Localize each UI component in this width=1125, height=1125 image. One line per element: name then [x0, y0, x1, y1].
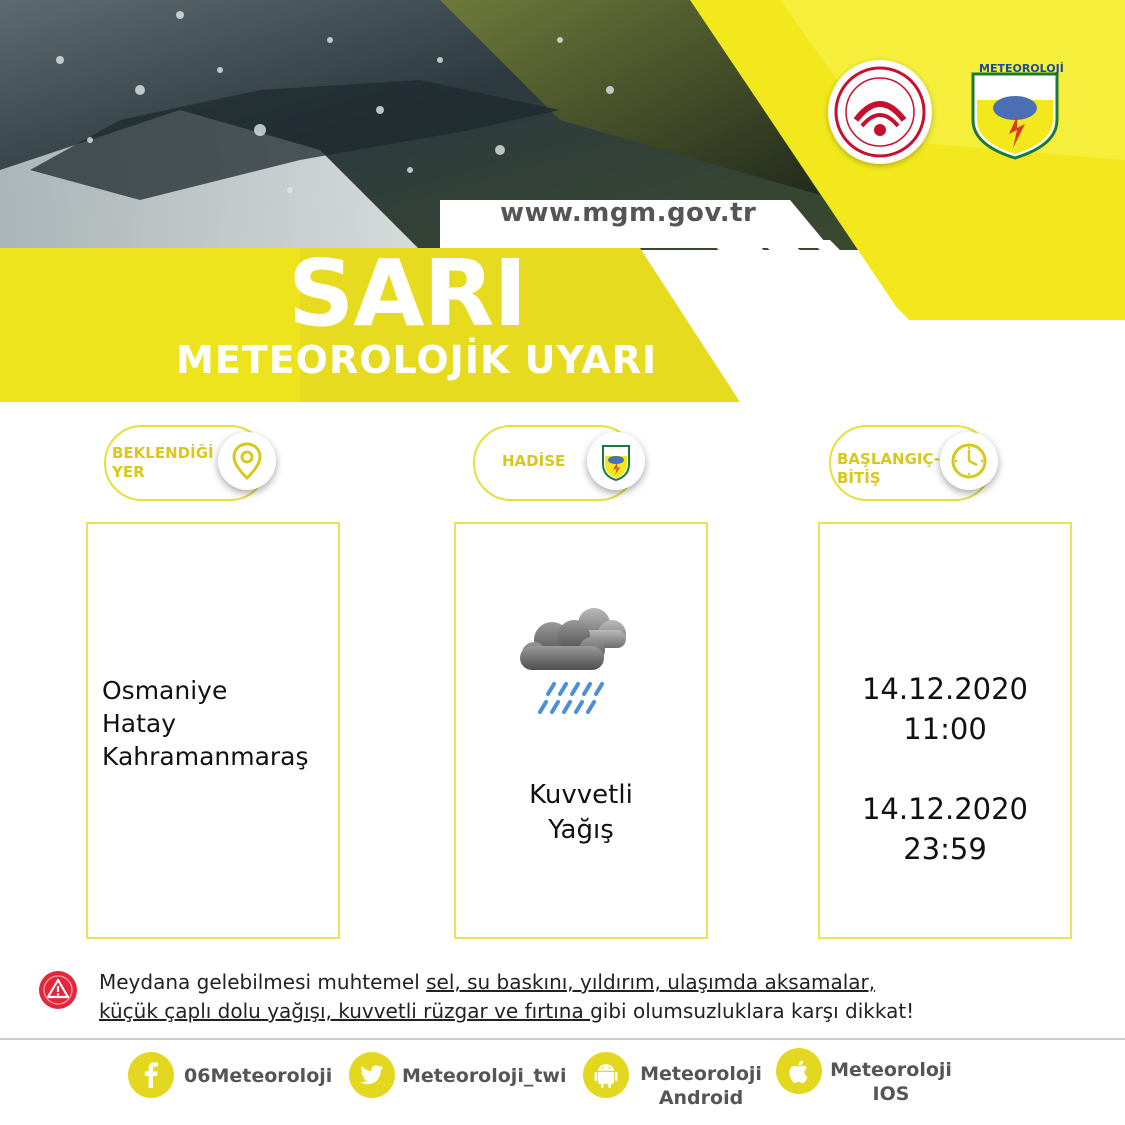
header-banner	[0, 0, 1125, 402]
end-date: 14.12.2020	[861, 792, 1029, 826]
footer-divider	[0, 1038, 1125, 1040]
event-box	[454, 522, 708, 939]
meteoroloji-badge-icon	[587, 432, 645, 490]
event-name: Kuvvetli Yağış	[529, 780, 633, 845]
ios-app-link[interactable]: Meteoroloji IOS	[830, 1059, 952, 1105]
android-icon[interactable]	[583, 1052, 629, 1098]
facebook-link[interactable]: 06Meteoroloji	[184, 1065, 333, 1087]
logo-text: METEOROLOJİ	[979, 62, 1064, 75]
location-item: Kahramanmaraş	[102, 742, 309, 771]
alert-triangle-icon	[38, 970, 78, 1010]
location-pin-icon	[218, 432, 276, 490]
twitter-icon[interactable]	[349, 1052, 395, 1098]
alert-subtitle: METEOROLOJİK UYARI	[176, 338, 658, 382]
location-item: Osmaniye	[102, 676, 228, 705]
start-time: 11:00	[903, 712, 987, 746]
start-datetime	[818, 669, 1072, 749]
end-time: 23:59	[903, 832, 987, 866]
ministry-seal-logo	[828, 60, 932, 164]
android-app-link[interactable]: Meteoroloji Android	[640, 1063, 762, 1109]
twitter-link[interactable]: Meteoroloji_twi	[402, 1065, 567, 1087]
clock-icon	[940, 432, 998, 490]
end-datetime	[818, 789, 1072, 869]
rain-cloud-icon	[516, 600, 636, 722]
apple-icon[interactable]	[776, 1048, 822, 1094]
event-header-label: HADİSE	[502, 452, 566, 470]
location-list	[102, 674, 309, 773]
meteoroloji-logo	[965, 60, 1065, 160]
alert-level-title: SARI	[288, 240, 527, 347]
warning-message: Meydana gelebilmesi muhtemel sel, su baskını, yıldırım, ulaşımda aksamalar, küçük çaplı dolu yağışı, kuvvetli rüzgar ve fırtına gibi olumsuzluklara karşı dikkat!	[99, 970, 915, 1023]
time-header-label: BAŞLANGIÇ- BİTİŞ	[837, 450, 941, 487]
location-item: Hatay	[102, 709, 177, 738]
start-date: 14.12.2020	[861, 672, 1029, 706]
website-url[interactable]: www.mgm.gov.tr	[500, 198, 757, 228]
location-header-label: BEKLENDİĞİ YER	[112, 444, 214, 481]
facebook-icon[interactable]	[128, 1052, 174, 1098]
